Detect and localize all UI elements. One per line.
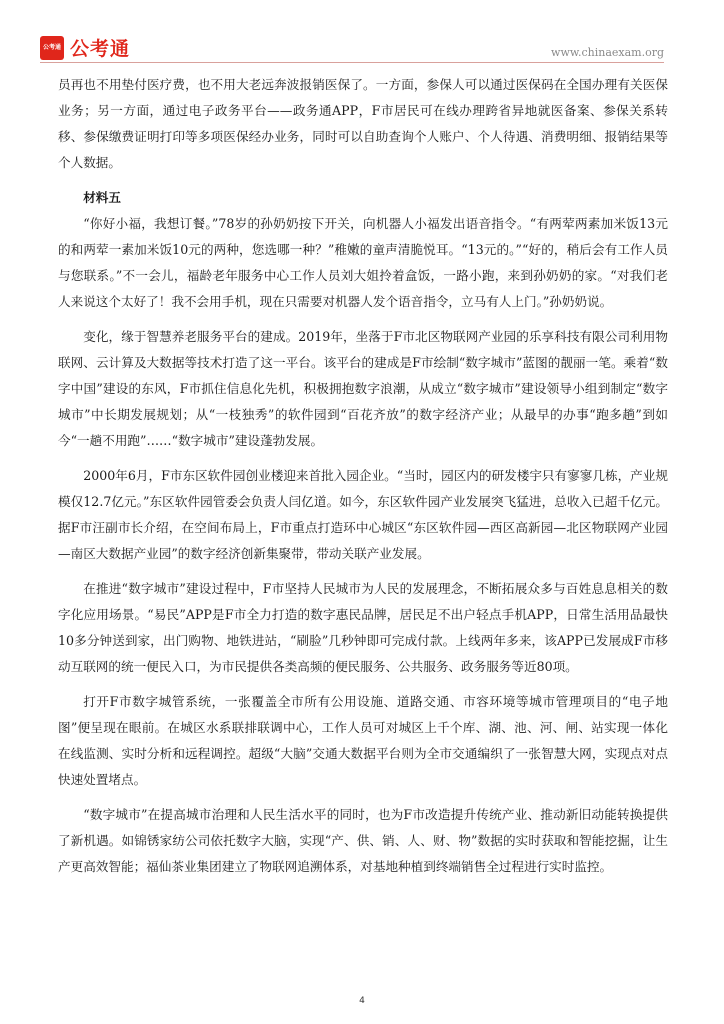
logo-badge: 公考通 <box>40 36 64 60</box>
header-divider <box>40 62 664 63</box>
site-logo[interactable] <box>40 34 130 61</box>
site-url[interactable]: www.chinaexam.org <box>551 46 664 59</box>
page-header <box>40 32 664 62</box>
paragraph-2: 变化，缘于智慧养老服务平台的建成。2019年，坐落于F市北区物联网产业园的乐享科技有限公司利用物联网、云计算及大数据等技术打造了这一平台。该平台的建成是F市绘制“数字城市”蓝图的靓丽一笔。乘着“数字中国”建设的东风，F市抓住信息化先机，积极拥抱数字浪潮，从成立“数字城市”建设领导小组到制定“数字城市”中长期发展规划；从“一枝独秀”的软件园到“百花齐放”的数字经济产业；从最早的办事“跑多趟”到如今“一趟不用跑”……“数字城市”建设蓬勃发展。 <box>58 329 668 448</box>
paragraph-3: 2000年6月，F市东区软件园创业楼迎来首批入园企业。“当时，园区内的研发楼宇只有寥寥几栋，产业规模仅12.7亿元。”东区软件园管委会负责人闫亿道。如今，东区软件园产业发展突飞猛进，总收入已超千亿元。据F市汪副市长介绍，在空间布局上，F市重点打造环中心城区“东区软件园—西区高新园—北区物联网产业园—南区大数据产业园”的数字经济创新集聚带，带动关联产业发展。 <box>58 468 668 561</box>
section-title: 材料五 <box>83 190 121 205</box>
paragraph-1: “你好小福，我想订餐。”78岁的孙奶奶按下开关，向机器人小福发出语音指令。“有两荤两素加米饭13元的和两荤一素加米饭10元的两种，您选哪一种？”稚嫩的童声清脆悦耳。“13元的。”“好的，稍后会有工作人员与您联系。”不一会儿，福龄老年服务中心工作人员刘大姐拎着盒饭，一路小跑，来到孙奶奶的家。“对我们老人来说这个太好了！我不会用手机，现在只需要对机器人发个语音指令，立马有人上门。”孙奶奶说。 <box>58 216 668 309</box>
document-body <box>58 72 668 880</box>
paragraph-6: “数字城市”在提高城市治理和人民生活水平的同时，也为F市改造提升传统产业、推动新旧动能转换提供了新机遇。如锦锈家纺公司依托数字大脑，实现“产、供、销、人、财、物”数据的实时获取和智能挖掘，让生产更高效智能；福仙茶业集团建立了物联网追溯体系，对基地种植到终端销售全过程进行实时监控。 <box>58 807 668 874</box>
paragraph-4: 在推进“数字城市”建设过程中，F市坚持人民城市为人民的发展理念，不断拓展众多与百姓息息相关的数字化应用场景。“易民”APP是F市全力打造的数字惠民品牌，居民足不出户轻点手机APP，日常生活用品最快10多分钟送到家，出门购物、地铁进站，“刷脸”几秒钟即可完成付款。上线两年多来，该APP已发展成F市移动互联网的统一便民入口，为市民提供各类高频的便民服务、公共服务、政务服务等近80项。 <box>58 581 668 674</box>
paragraph-5: 打开F市数字城管系统，一张覆盖全市所有公用设施、道路交通、市容环境等城市管理项目的“电子地图”便呈现在眼前。在城区水系联排联调中心，工作人员可对城区上千个库、湖、池、河、闸、站实现一体化在线监测、实时分析和远程调控。超级“大脑”交通大数据平台则为全市交通编织了一张智慧大网，实现点对点快速处置堵点。 <box>58 694 668 787</box>
page-number: 4 <box>359 996 365 1006</box>
logo-text: 公考通 <box>70 38 131 60</box>
paragraph-intro-continued: 员再也不用垫付医疗费，也不用大老远奔波报销医保了。一方面，参保人可以通过医保码在全国办理有关医保业务；另一方面，通过电子政务平台——政务通APP，F市居民可在线办理跨省异地就医备案、参保关系转移、参保缴费证明打印等多项医保经办业务，同时可以自助查询个人账户、个人待遇、消费明细、报销结果等个人数据。 <box>58 77 668 170</box>
